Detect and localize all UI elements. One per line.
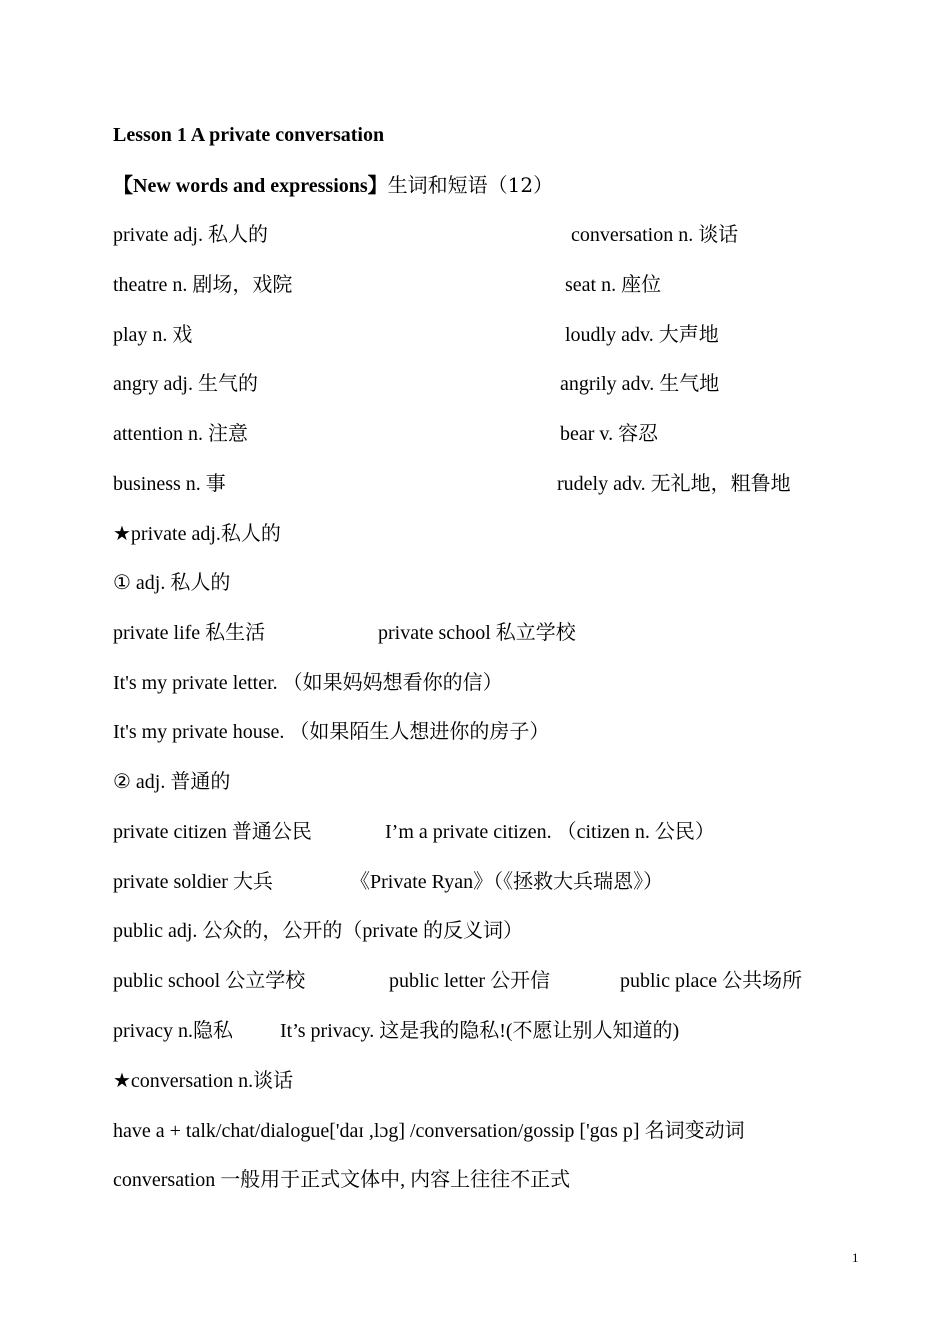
conversation-heading: ★conversation n.谈话 — [113, 1070, 294, 1092]
example-private-house: It's my private house. （如果陌生人想进你的房子） — [113, 721, 550, 743]
vocab-right-3: loudly adv. 大声地 — [565, 324, 719, 346]
vocab-left-2: theatre n. 剧场，戏院 — [113, 274, 293, 296]
privacy-example: It’s privacy. 这是我的隐私!(不愿让别人知道的) — [280, 1020, 680, 1042]
vocab-left-3: play n. 戏 — [113, 324, 193, 346]
section-header-cn: 生词和短语（12） — [387, 173, 554, 197]
example-private-life: private life 私生活 — [113, 622, 266, 644]
sense-2: ② adj. 普通的 — [113, 771, 231, 793]
vocab-right-2: seat n. 座位 — [565, 274, 662, 296]
page-number: 1 — [852, 1250, 859, 1265]
section-header-en: 【New words and expressions】 — [113, 175, 388, 197]
private-heading: ★private adj.私人的 — [113, 523, 281, 545]
example-public-letter: public letter 公开信 — [389, 970, 551, 992]
vocab-right-6: rudely adv. 无礼地，粗鲁地 — [557, 473, 791, 495]
example-private-school: private school 私立学校 — [378, 622, 576, 644]
conversation-note: conversation 一般用于正式文体中, 内容上往往不正式 — [113, 1169, 571, 1191]
vocab-left-6: business n. 事 — [113, 473, 226, 495]
vocab-left-4: angry adj. 生气的 — [113, 373, 258, 395]
sense-1: ① adj. 私人的 — [113, 572, 231, 594]
vocab-right-4: angrily adv. 生气地 — [560, 373, 720, 395]
example-private-letter: It's my private letter. （如果妈妈想看你的信） — [113, 672, 503, 694]
public-definition: public adj. 公众的，公开的（private 的反义词） — [113, 920, 523, 942]
example-private-soldier: private soldier 大兵 — [113, 871, 273, 893]
privacy-definition: privacy n.隐私 — [113, 1020, 233, 1042]
vocab-left-5: attention n. 注意 — [113, 423, 248, 445]
have-a-line: have a + talk/chat/dialogue['daɪ ,lɔg] /conversation/gossip ['gɑs p] 名词变动词 — [113, 1120, 745, 1142]
example-citizen-sentence: I’m a private citizen. （citizen n. 公民） — [385, 821, 715, 843]
example-private-citizen: private citizen 普通公民 — [113, 821, 312, 843]
vocab-right-1: conversation n. 谈话 — [571, 224, 739, 246]
vocab-right-5: bear v. 容忍 — [560, 423, 659, 445]
section-header — [113, 172, 553, 199]
example-public-place: public place 公共场所 — [620, 970, 803, 992]
example-public-school: public school 公立学校 — [113, 970, 306, 992]
lesson-title: Lesson 1 A private conversation — [113, 124, 385, 146]
example-private-ryan: 《Private Ryan》（《拯救大兵瑞恩》） — [350, 871, 664, 893]
vocab-left-1: private adj. 私人的 — [113, 224, 268, 246]
